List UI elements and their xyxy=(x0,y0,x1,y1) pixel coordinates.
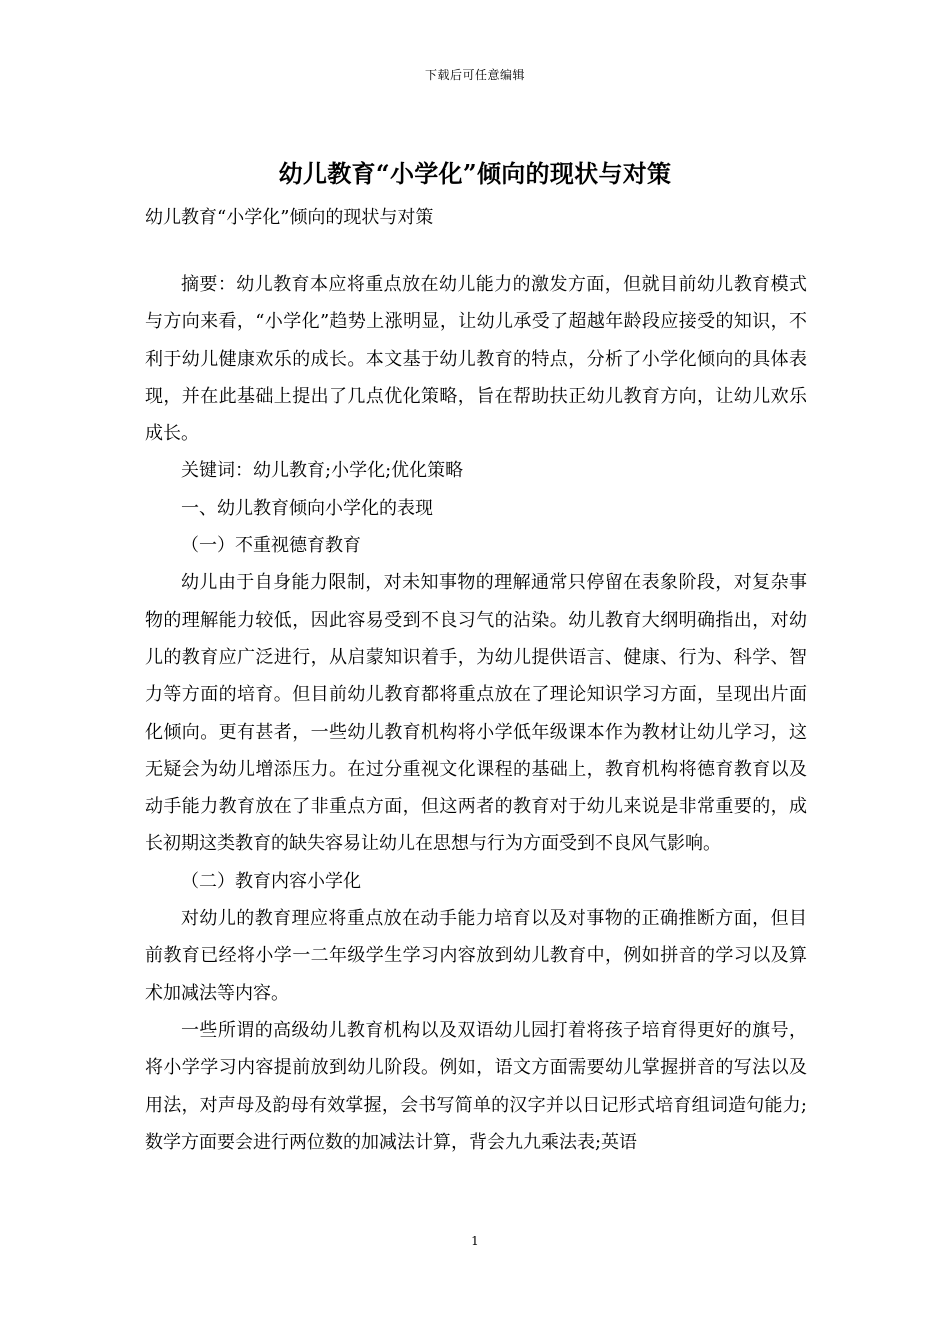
page-header-note: 下载后可任意编辑 xyxy=(424,68,525,82)
document-body xyxy=(145,266,807,1161)
subsection-heading-1: （一）不重视德育教育 xyxy=(181,535,361,557)
keywords-paragraph: 关键词：幼儿教育;小学化;优化策略 xyxy=(181,460,464,482)
document-subtitle: 幼儿教育“小学化”倾向的现状与对策 xyxy=(145,207,434,228)
document-title: 幼儿教育“小学化”倾向的现状与对策 xyxy=(278,159,672,188)
subsection-heading-2: （二）教育内容小学化 xyxy=(181,870,361,892)
body-paragraph: 对幼儿的教育理应将重点放在动手能力培育以及对事物的正确推断方面，但目前教育已经将小学一二年级学生学习内容放到幼儿教育中，例如拼音的学习以及算术加减法等内容。 xyxy=(145,908,807,1004)
body-paragraph: 幼儿由于自身能力限制，对未知事物的理解通常只停留在表象阶段，对复杂事物的理解能力较低，因此容易受到不良习气的沾染。幼儿教育大纲明确指出，对幼儿的教育应广泛进行，从启蒙知识着手，为幼儿提供语言、健康、行为、科学、智力等方面的培育。但目前幼儿教育都将重点放在了理论知识学习方面，呈现出片面化倾向。更有甚者，一些幼儿教育机构将小学低年级课本作为教材让幼儿学习，这无疑会为幼儿增添压力。在过分重视文化课程的基础上，教育机构将德育教育以及动手能力教育放在了非重点方面，但这两者的教育对于幼儿来说是非常重要的，成长初期这类教育的缺失容易让幼儿在思想与行为方面受到不良风气影响。 xyxy=(145,572,807,855)
section-heading-1: 一、幼儿教育倾向小学化的表现 xyxy=(181,497,433,519)
page-number: 1 xyxy=(471,1234,479,1248)
body-paragraph: 一些所谓的高级幼儿教育机构以及双语幼儿园打着将孩子培育得更好的旗号，将小学学习内容提前放到幼儿阶段。例如，语文方面需要幼儿掌握拼音的写法以及用法，对声母及韵母有效掌握，会书写简单的汉字并以日记形式培育组词造句能力;数学方面要会进行两位数的加减法计算，背会九九乘法表;英语 xyxy=(145,1019,807,1153)
abstract-paragraph: 摘要：幼儿教育本应将重点放在幼儿能力的激发方面，但就目前幼儿教育模式与方向来看，“小学化”趋势上涨明显，让幼儿承受了超越年龄段应接受的知识，不利于幼儿健康欢乐的成长。本文基于幼儿教育的特点，分析了小学化倾向的具体表现，并在此基础上提出了几点优化策略，旨在帮助扶正幼儿教育方向，让幼儿欢乐成长。 xyxy=(145,274,807,445)
